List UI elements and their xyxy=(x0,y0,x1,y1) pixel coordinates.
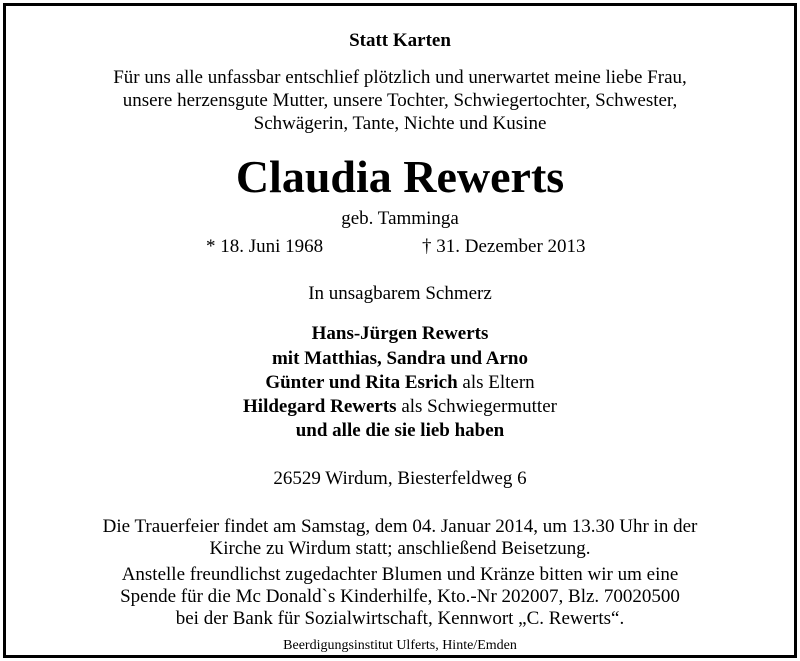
donation-line-2: Spende für die Mc Donald`s Kinderhilfe, Kto.-Nr 202007, Blz. 70020500 xyxy=(120,586,680,607)
intro-line-1: Für uns alle unfassbar entschlief plötzlich und unerwartet meine liebe Frau, xyxy=(113,67,687,88)
death-date: † 31. Dezember 2013 xyxy=(422,236,586,257)
mourner-line xyxy=(6,324,794,343)
mourner-name: und alle die sie lieb haben xyxy=(295,420,505,441)
maiden-name: geb. Tamminga xyxy=(341,208,459,229)
mourner-line xyxy=(6,397,794,416)
mourner-line xyxy=(6,349,794,368)
mourner-line xyxy=(6,421,794,440)
donation-line-1: Anstelle freundlichst zugedachter Blumen und Kränze bitten wir um eine xyxy=(121,564,679,585)
birth-date: * 18. Juni 1968 xyxy=(206,236,324,257)
mourner-name: Günter und Rita Esrich xyxy=(265,372,458,393)
funeral-home: Beerdigungsinstitut Ulferts, Hinte/Emden xyxy=(283,638,517,653)
notice-header: Statt Karten xyxy=(349,30,451,51)
service-line-1: Die Trauerfeier findet am Samstag, dem 04. Januar 2014, um 13.30 Uhr in der xyxy=(102,516,698,537)
sorrow-line: In unsagbarem Schmerz xyxy=(308,283,492,304)
service-line-2: Kirche zu Wirdum statt; anschließend Beisetzung. xyxy=(209,538,591,559)
mourner-name: mit Matthias, Sandra und Arno xyxy=(271,348,529,369)
mourner-relation: als Eltern xyxy=(457,372,535,393)
donation-line-3: bei der Bank für Sozialwirtschaft, Kennwort „C. Rewerts“. xyxy=(175,608,625,629)
intro-line-3: Schwägerin, Tante, Nichte und Kusine xyxy=(253,113,547,134)
mourner-line xyxy=(6,373,794,392)
mourner-relation: als Schwiegermutter xyxy=(396,396,557,417)
obituary-notice xyxy=(3,3,797,658)
intro-line-2: unsere herzensgute Mutter, unsere Tochter, Schwiegertochter, Schwester, xyxy=(122,90,678,111)
deceased-name: Claudia Rewerts xyxy=(235,151,565,202)
mourner-name: Hildegard Rewerts xyxy=(243,396,397,417)
mourner-name: Hans-Jürgen Rewerts xyxy=(311,323,489,344)
address: 26529 Wirdum, Biesterfeldweg 6 xyxy=(273,468,527,489)
